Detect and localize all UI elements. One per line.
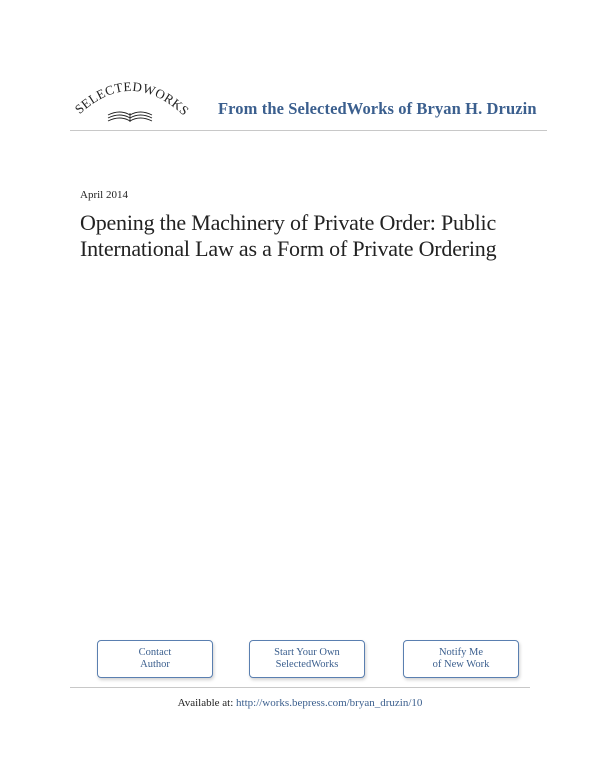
contact-author-label-2: Author [140, 659, 170, 670]
start-selectedworks-button[interactable] [249, 640, 365, 678]
title-line-1: Opening the Machinery of Private Order: Public [80, 210, 497, 235]
svg-text:SELECTEDWORKS [72, 79, 192, 119]
footer-divider [70, 687, 530, 688]
notify-me-label-1: Notify Me [438, 647, 484, 658]
contact-author-button[interactable] [97, 640, 213, 678]
available-at-label: Available at: [177, 697, 234, 709]
title-line-2: International Law as a Form of Private Ordering [80, 236, 497, 261]
header-divider [70, 130, 547, 131]
open-book-icon [108, 112, 152, 122]
contact-author-label-1: Contact [138, 647, 172, 658]
notify-me-label-2: of New Work [432, 659, 490, 670]
logo-text: SELECTEDWORKS [71, 78, 192, 119]
notify-me-button[interactable] [403, 640, 519, 678]
selectedworks-logo [68, 72, 192, 130]
document-url-link[interactable]: http://works.bepress.com/bryan_druzin/10 [236, 697, 423, 709]
document-title [80, 210, 550, 262]
publication-date: April 2014 [80, 189, 128, 201]
from-selectedworks-author-link[interactable]: From the SelectedWorks of Bryan H. Druzin [218, 99, 537, 118]
start-selectedworks-label-1: Start Your Own [274, 647, 340, 658]
availability-line [0, 697, 600, 709]
start-selectedworks-label-2: SelectedWorks [275, 659, 339, 670]
